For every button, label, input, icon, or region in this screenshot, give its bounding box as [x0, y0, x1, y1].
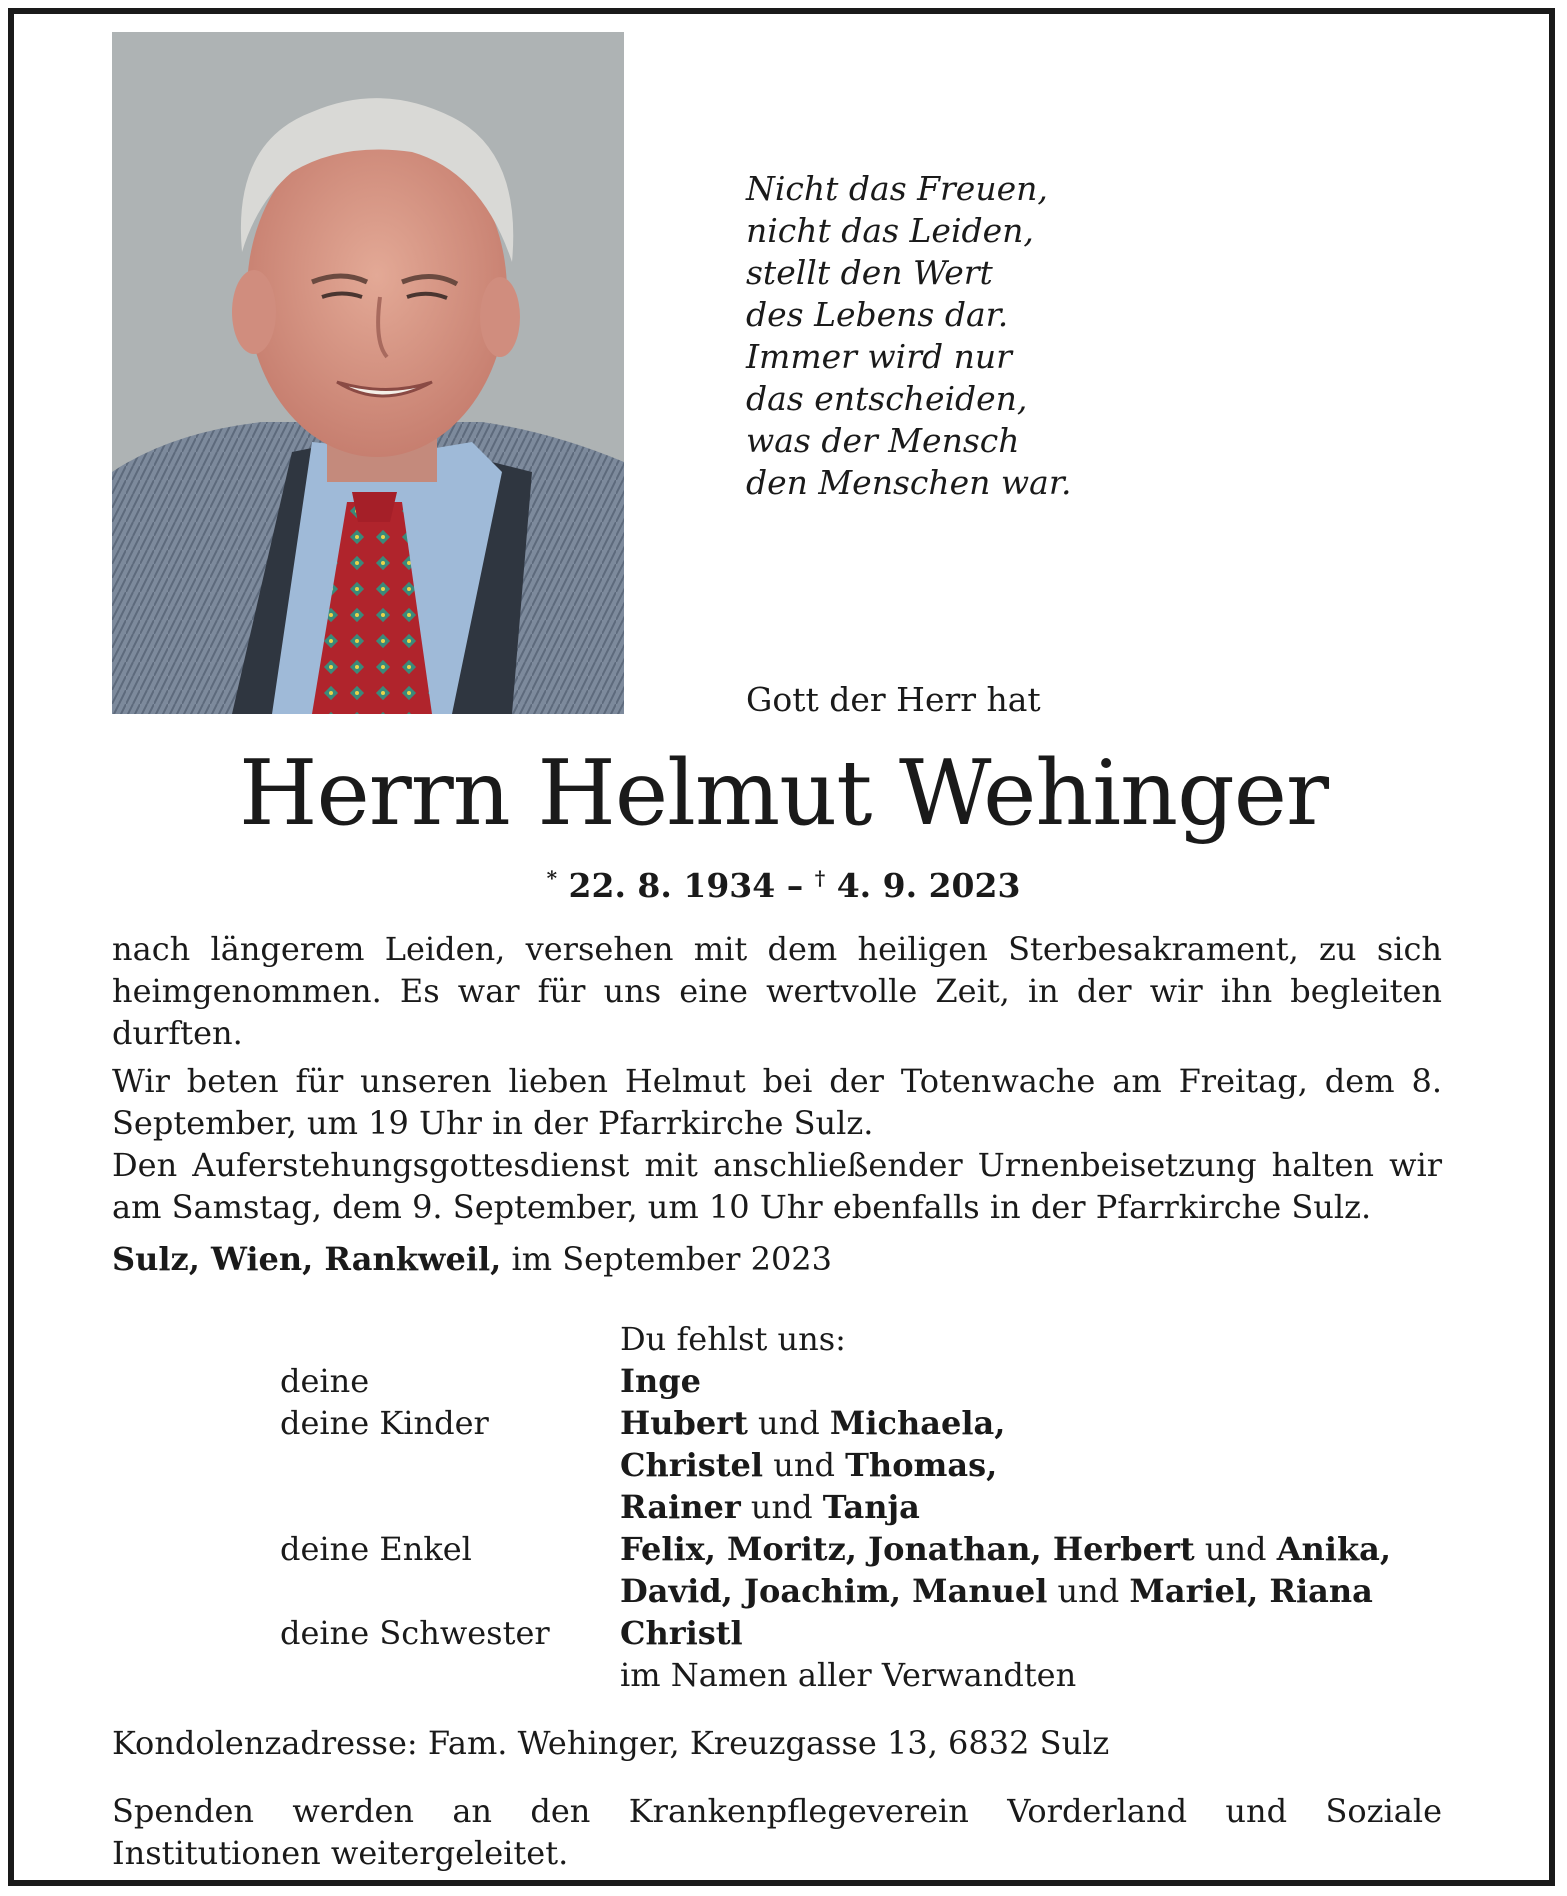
mourner-names	[620, 1528, 1391, 1570]
relation-label: deine Kinder	[280, 1404, 489, 1442]
life-dates	[0, 866, 1567, 905]
mourner-name: Tanja	[822, 1488, 920, 1526]
mourner-name: Hubert	[620, 1404, 748, 1442]
paragraph-passing: nach längerem Leiden, versehen mit dem heiligen Sterbesakrament, zu sich heimgenommen. Es war für uns eine wertvolle Zeit, in der wir ihn begleiten durften.	[112, 930, 1442, 1052]
mourner-name: Inge	[620, 1362, 701, 1400]
connector-text: und	[1047, 1572, 1130, 1610]
mourner-row	[112, 1528, 1442, 1570]
mourner-row	[112, 1654, 1442, 1696]
mourner-names	[620, 1444, 997, 1486]
relation-label: deine Schwester	[280, 1614, 550, 1652]
birth-symbol: *	[546, 866, 558, 890]
mourner-name: David, Joachim, Manuel	[620, 1572, 1048, 1610]
mourner-name: Christel	[620, 1446, 764, 1484]
connector-text: und	[740, 1488, 823, 1526]
mourner-names	[620, 1570, 1373, 1612]
connector-text: im Namen aller Verwandten	[620, 1656, 1077, 1694]
mourner-names	[620, 1402, 1005, 1444]
paragraph-funeral: Den Auferstehungsgottesdienst mit anschließender Urnenbeisetzung halten wir am Samstag, dem 9. September, um 10 Uhr ebenfalls in der Pfarrkirche Sulz.	[112, 1146, 1442, 1226]
connector-text: und	[763, 1446, 846, 1484]
death-symbol: †	[814, 866, 826, 890]
relation-label: deine Enkel	[280, 1530, 472, 1568]
mourner-names	[620, 1612, 743, 1654]
date-separator: –	[786, 866, 804, 905]
connector-text: und	[747, 1404, 830, 1442]
mourner-row	[112, 1570, 1442, 1612]
mourner-name: Felix, Moritz, Jonathan, Herbert	[620, 1530, 1195, 1568]
mourner-row	[112, 1402, 1442, 1444]
mourner-row	[112, 1612, 1442, 1654]
mourners-heading: Du fehlst uns:	[620, 1320, 846, 1358]
month-year: im September 2023	[511, 1240, 833, 1278]
birth-date: 22. 8. 1934	[568, 866, 776, 905]
paragraph-wake: Wir beten für unseren lieben Helmut bei der Totenwache am Freitag, dem 8. September, um 19 Uhr in der Pfarrkirche Sulz.	[112, 1062, 1442, 1142]
intro-line: Gott der Herr hat	[746, 680, 1041, 719]
mourner-names	[620, 1360, 701, 1402]
mourner-name: Anika,	[1276, 1530, 1391, 1568]
places: Sulz, Wien, Rankweil,	[112, 1240, 502, 1278]
mourner-name: Michaela,	[829, 1404, 1006, 1442]
mourner-names	[620, 1486, 920, 1528]
mourner-name: Thomas,	[845, 1446, 998, 1484]
place-date-line	[112, 1238, 1442, 1280]
mourners-list	[112, 1318, 1442, 1696]
mourner-row	[112, 1486, 1442, 1528]
relation-label: deine	[280, 1362, 370, 1400]
death-date: 4. 9. 2023	[836, 866, 1021, 905]
mourner-row	[112, 1444, 1442, 1486]
donation-note: Spenden werden an den Krankenpflegeverein Vorderland und Soziale Institutionen weitergeleitet.	[112, 1792, 1442, 1872]
portrait-photo	[112, 32, 624, 714]
mourner-name: Christl	[620, 1614, 743, 1652]
mourner-name: Rainer	[620, 1488, 741, 1526]
mourner-names	[620, 1654, 1076, 1696]
condolence-address: Kondolenzadresse: Fam. Wehinger, Kreuzgasse 13, 6832 Sulz	[112, 1724, 1110, 1762]
poem-verse: Nicht das Freuen, nicht das Leiden, stellt den Wert des Lebens dar. Immer wird nur das entscheiden, was der Mensch den Menschen war.	[746, 169, 1072, 502]
deceased-name: Herrn Helmut Wehinger	[238, 741, 1328, 846]
mourner-name: Mariel, Riana	[1129, 1572, 1373, 1610]
mourner-row	[112, 1360, 1442, 1402]
connector-text: und	[1194, 1530, 1277, 1568]
